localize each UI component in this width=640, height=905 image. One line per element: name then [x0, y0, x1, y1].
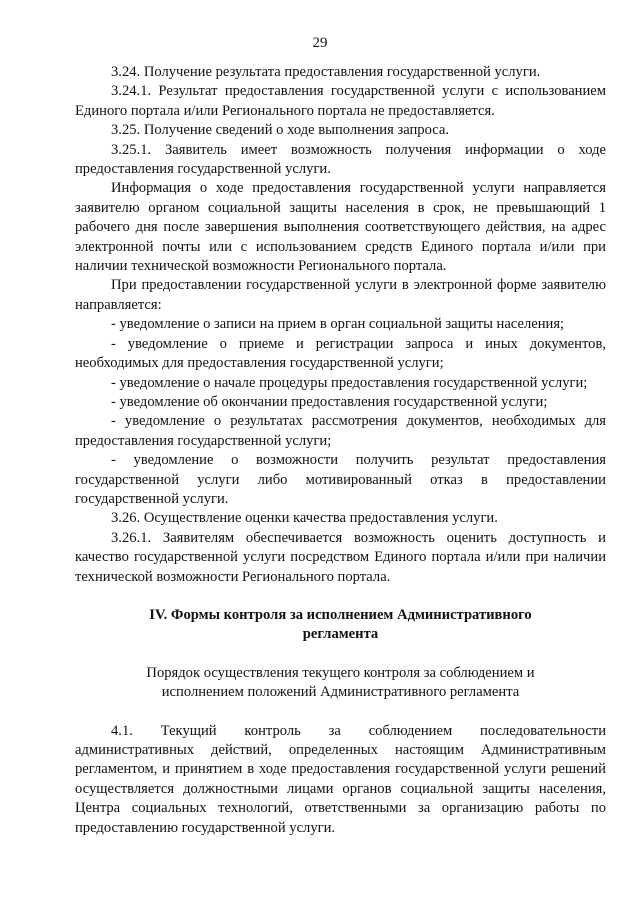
section-heading-line1: IV. Формы контроля за исполнением Административного [149, 606, 532, 623]
paragraph-4-1: 4.1. Текущий контроль за соблюдением последовательности административных действий, определенных настоящим Административным регламентом, и принятием в ходе предоставления государственной услуги решений осуществляется должностными лицами органов социальной защиты населения, Центра социальных технологий, ответственными за организацию работы по предоставлению государственной услуги. [75, 722, 606, 836]
subheading-line2: исполнением положений Административного регламента [161, 684, 520, 701]
page-number: 29 [312, 35, 328, 51]
paragraph-electronic-form: При предоставлении государственной услуги в электронной форме заявителю направляется: [75, 277, 606, 313]
paragraph-3-25-1: 3.25.1. Заявитель имеет возможность получения информации о ходе предоставления государственной услуги. [75, 141, 606, 178]
list-item-notice-1: - уведомление о записи на прием в орган социальной защиты населения; [111, 316, 565, 333]
list-item-notice-4: - уведомление об окончании предоставления государственной услуги; [111, 393, 548, 410]
paragraph-3-24-1: 3.24.1. Результат предоставления государственной услуги с использованием Единого портала и/или Регионального портала не предоставляется. [75, 83, 606, 119]
list-item-notice-2: - уведомление о приеме и регистрации запроса и иных документов, необходимых для предоставления государственной услуги; [75, 335, 606, 372]
list-item-notice-3: - уведомление о начале процедуры предоставления государственной услуги; [111, 374, 588, 391]
paragraph-3-26-1: 3.26.1. Заявителям обеспечивается возможность оценить доступность и качество государственной услуги посредством Единого портала и/или при наличии технической возможности Регионального портала. [75, 529, 606, 585]
paragraph-info-progress: Информация о ходе предоставления государственной услуги направляется заявителю органом социальной защиты населения в срок, не превышающий 1 рабочего дня после завершения выполнения соответствующего действия, на адрес электронной почты или с использованием средств Единого портала и/или при наличии технической возможности Регионального портала. [75, 180, 606, 275]
section-heading-line2: регламента [302, 626, 379, 643]
list-item-notice-6: - уведомление о возможности получить результат предоставления государственной услуги либо мотивированный отказ в предоставлении государственной услуги. [75, 452, 606, 507]
document-body [75, 63, 606, 838]
subheading-line1: Порядок осуществления текущего контроля за соблюдением и [146, 664, 535, 681]
paragraph-3-26: 3.26. Осуществление оценки качества предоставления услуги. [111, 510, 498, 527]
list-item-notice-5: - уведомление о результатах рассмотрения документов, необходимых для предоставления государственной услуги; [75, 413, 606, 449]
paragraph-3-24: 3.24. Получение результата предоставления государственной услуги. [111, 64, 541, 80]
paragraph-3-25: 3.25. Получение сведений о ходе выполнения запроса. [111, 122, 450, 139]
